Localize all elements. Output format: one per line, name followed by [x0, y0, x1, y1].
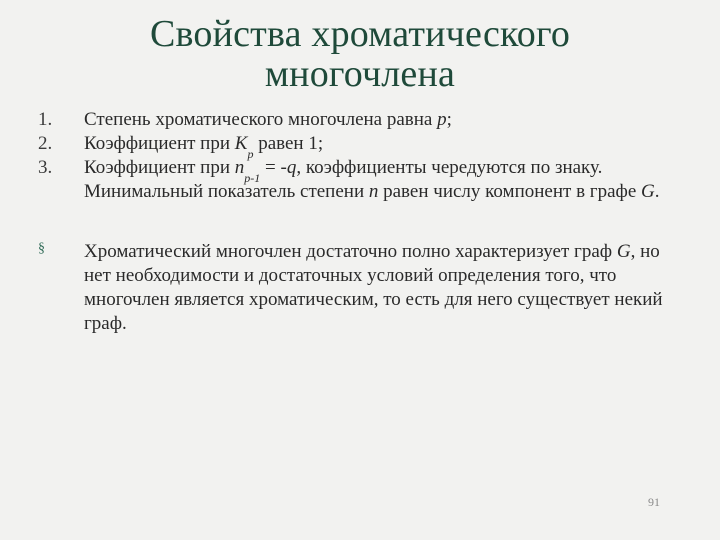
section-bullet-icon: § [38, 241, 45, 256]
page-number: 91 [648, 495, 660, 509]
subscript-p: p [247, 146, 254, 161]
subscript-p-minus-1: p-1 [244, 170, 261, 185]
variable-n: n [234, 157, 245, 178]
list-item-3 [38, 156, 688, 185]
slide-title-line-2: многочлена [264, 53, 456, 95]
list-item-2 [38, 132, 688, 161]
slide-title-line-1: Свойства хроматического [149, 13, 571, 55]
bullet-paragraph-part-1: Хроматический многочлен достаточно полно характеризует граф [84, 241, 617, 262]
extra-paragraph-part-2: равен числу компонент в графе [378, 181, 642, 202]
list-text-2 [84, 132, 688, 161]
variable-q: q [286, 157, 297, 178]
list-text-1-suffix: ; [446, 109, 452, 130]
extra-paragraph [84, 180, 688, 204]
extra-paragraph-end: . [654, 181, 660, 202]
variable-k: K [234, 133, 248, 154]
list-number-1: 1. [38, 109, 53, 130]
list-number-2: 2. [38, 133, 53, 154]
list-text-2-suffix: равен 1; [253, 133, 324, 154]
variable-n-min-degree: n [368, 181, 379, 202]
bullet-variable-g: G [616, 241, 631, 262]
slide-title [80, 14, 640, 94]
bullet-paragraph [38, 240, 688, 336]
list-text-2-prefix: Коэффициент при [84, 133, 235, 154]
extra-paragraph-part-1: Минимальный показатель степени [84, 181, 369, 202]
bullet-paragraph-text [84, 240, 688, 336]
list-text-3-prefix: Коэффициент при [84, 157, 235, 178]
list-text-1-prefix: Степень хроматического многочлена равна [84, 109, 438, 130]
list-text-3-middle: = - [260, 157, 287, 178]
list-item-1 [38, 108, 688, 132]
variable-g-graph: G [641, 181, 655, 202]
list-text-3 [84, 156, 688, 185]
list-number-3: 3. [38, 157, 53, 178]
bullet-paragraph-part-2: , но нет необходимости и достаточных условий определения того, что многочлен является хроматическим, то есть для него существует некий граф. [84, 241, 663, 334]
list-text-3-suffix: , коэффициенты чередуются по знаку. [296, 157, 603, 178]
slide-content [38, 108, 688, 336]
variable-p: p [437, 109, 447, 130]
numbered-list [38, 108, 688, 185]
list-text-1 [84, 108, 688, 132]
